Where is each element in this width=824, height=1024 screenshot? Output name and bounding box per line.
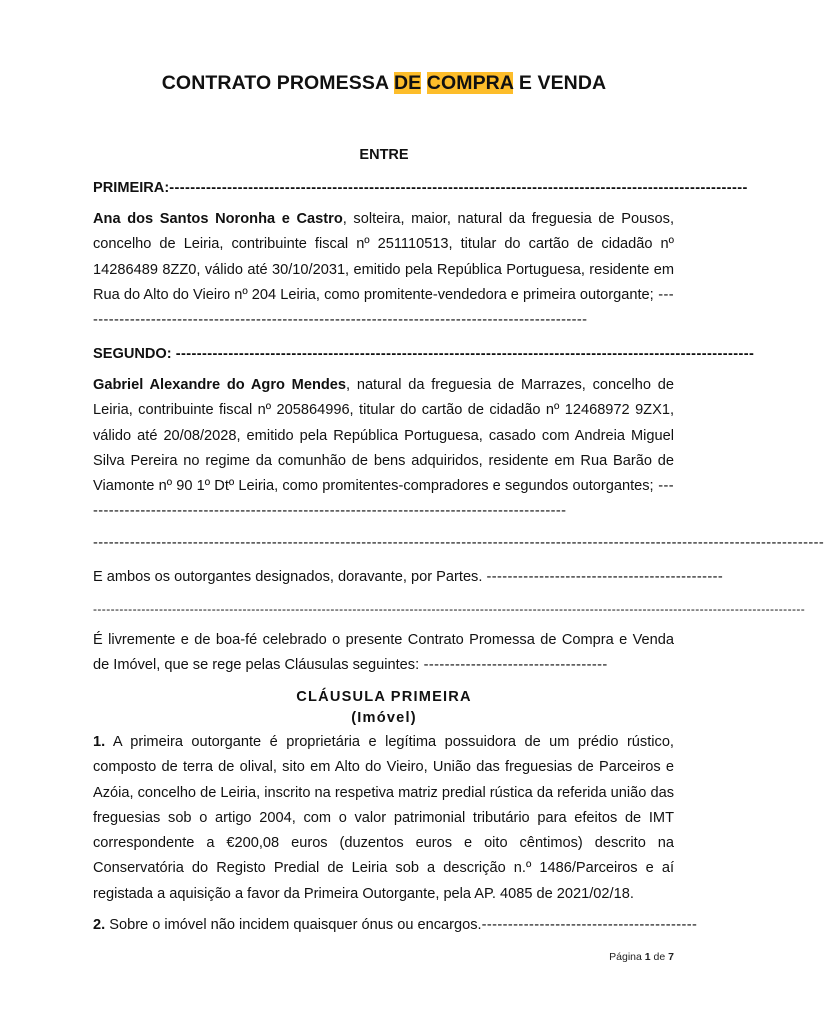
highlighted-de: DE [393, 72, 422, 94]
page-footer: Página 1 de 7 [609, 951, 674, 963]
highlighted-compra: COMPRA [426, 72, 514, 94]
clause1-subtitle: (Imóvel) [351, 710, 417, 726]
separator-line-2: ------------------------------------------------------------------------------------------------------------------------------------------------------------------ [93, 602, 806, 616]
primeira-paragraph: Ana dos Santos Noronha e Castro, solteira, maior, natural da freguesia de Pousos, concelho de Leiria, contribuinte fiscal nº 251110513, titular do cartão de cidadão nº 14286489 8ZZ0, válido até 30/10/2031, emitido pela República Portuguesa, residente em Rua do Alto do Vieiro nº 204 Leiria, como promitente-vendedora e primeira outorgante; ------------------------------------------------------------------------------------------------- [93, 211, 674, 329]
item1-number: 1. [93, 734, 106, 750]
segundo-name: Gabriel Alexandre do Agro Mendes [93, 377, 347, 393]
item2-paragraph: 2. Sobre o imóvel não incidem quaisquer ónus ou encargos.----------------------------------------- [93, 917, 698, 933]
separator-line-1: ------------------------------------------------------------------------------------------------------------------------------------------- [93, 535, 824, 551]
partes-paragraph: E ambos os outorgantes designados, doravante, por Partes. --------------------------------------------- [93, 569, 724, 585]
item2-number: 2. [93, 917, 106, 933]
segundo-paragraph: Gabriel Alexandre do Agro Mendes, natural da freguesia de Marrazes, concelho de Leiria, contribuinte fiscal nº 205864996, titular do cartão de cidadão nº 12468972 9ZX1, válido até 20/08/2028, emitido pela República Portuguesa, casado com Andreia Miguel Silva Pereira no regime da comunhão de bens adquiridos, residente em Rua Barão de Viamonte nº 90 1º Dtº Leiria, como promitentes-compradores e segundos outorgantes; --------------------------------------------------------------------------------------------- [93, 377, 675, 520]
document-title: CONTRATO PROMESSA DE COMPRA E VENDA [161, 72, 607, 94]
segundo-heading: SEGUNDO: -------------------------------------------------------------------------------------------------------------- [93, 346, 755, 362]
primeira-heading: PRIMEIRA:-------------------------------------------------------------------------------------------------------------- [93, 180, 748, 196]
celebrado-paragraph: É livremente e de boa-fé celebrado o presente Contrato Promessa de Compra e Venda de Imóvel, que se rege pelas Cláusulas seguintes: ----------------------------------- [93, 632, 674, 674]
item1-paragraph: 1. A primeira outorgante é proprietária e legítima possuidora de um prédio rústico, composto de terra de olival, sito em Alto do Vieiro, União das freguesias de Parceiros e Azóia, concelho de Leiria, inscrito na respetiva matriz predial rústica da referida união das freguesias sob o artigo 2004, com o valor patrimonial tributário para efeitos de IMT correspondente a €200,08 euros (duzentos euros e oito cêntimos) descrito na Conservatória do Registo Predial de Leiria sob a descrição n.º 1486/Parceiros e aí registada a aquisição a favor da Primeira Outorgante, pela AP. 4085 de 2021/02/18. [93, 734, 674, 902]
entre-heading: ENTRE [359, 147, 409, 163]
clause1-title: CLÁUSULA PRIMEIRA [296, 689, 472, 705]
primeira-name: Ana dos Santos Noronha e Castro [93, 211, 343, 227]
